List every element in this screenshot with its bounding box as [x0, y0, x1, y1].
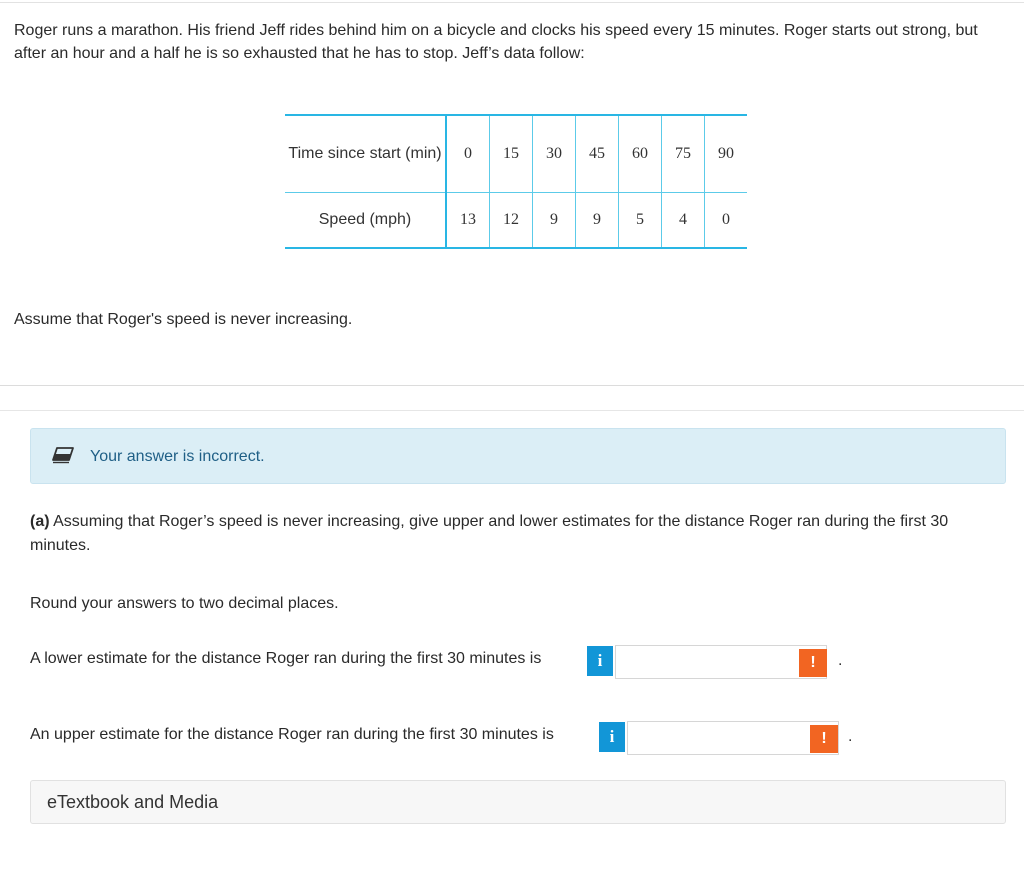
table-cell: 5	[619, 193, 662, 249]
table-cell: 12	[490, 193, 533, 249]
table-cell: 9	[576, 193, 619, 249]
top-divider	[0, 2, 1024, 3]
question-body: Assuming that Roger’s speed is never increasing, give upper and lower estimates for the distance Roger ran during the first 30 minutes.	[30, 513, 949, 554]
upper-estimate-row	[30, 718, 860, 754]
lower-estimate-row	[30, 642, 850, 678]
table-cell: 4	[662, 193, 705, 249]
table-cell: 90	[705, 115, 748, 193]
table-cell: 60	[619, 115, 662, 193]
etextbook-media-button[interactable]	[30, 780, 1006, 824]
table-row-time	[285, 115, 747, 193]
assumption-text: Assume that Roger's speed is never increasing.	[14, 311, 353, 328]
table-cell: 30	[533, 115, 576, 193]
table-cell: 9	[533, 193, 576, 249]
table-cell: 15	[490, 115, 533, 193]
lower-estimate-input[interactable]	[615, 645, 827, 679]
table-header-time: Time since start (min)	[285, 115, 446, 193]
rounding-instruction: Round your answers to two decimal places.	[30, 595, 339, 612]
lower-estimate-label: A lower estimate for the distance Roger ran during the first 30 minutes is	[30, 650, 542, 667]
data-table	[285, 114, 747, 249]
table-cell: 45	[576, 115, 619, 193]
upper-estimate-input[interactable]	[627, 721, 839, 755]
lower-estimate-period: .	[838, 652, 843, 669]
part-label: (a)	[30, 513, 50, 530]
info-icon[interactable]: i	[587, 646, 613, 676]
upper-estimate-label: An upper estimate for the distance Roger ran during the first 30 minutes is	[30, 726, 554, 743]
feedback-message: Your answer is incorrect.	[90, 448, 265, 465]
table-cell: 0	[446, 115, 490, 193]
question-text	[30, 510, 1005, 558]
feedback-alert	[30, 428, 1006, 484]
eraser-icon	[51, 446, 75, 464]
section-divider	[0, 385, 1024, 386]
warning-icon: !	[810, 725, 838, 753]
upper-estimate-period: .	[848, 728, 853, 745]
info-icon[interactable]: i	[599, 722, 625, 752]
problem-intro: Roger runs a marathon. His friend Jeff rides behind him on a bicycle and clocks his speed every 15 minutes. Roger starts out strong, but after an hour and a half he is so exhausted that he has to stop. Jeff’s data follow:	[14, 22, 978, 62]
section-divider	[0, 410, 1024, 411]
warning-icon: !	[799, 649, 827, 677]
etextbook-label: eTextbook and Media	[47, 792, 219, 812]
table-header-speed: Speed (mph)	[285, 193, 446, 249]
table-row-speed	[285, 193, 747, 249]
table-cell: 13	[446, 193, 490, 249]
table-cell: 0	[705, 193, 748, 249]
table-cell: 75	[662, 115, 705, 193]
